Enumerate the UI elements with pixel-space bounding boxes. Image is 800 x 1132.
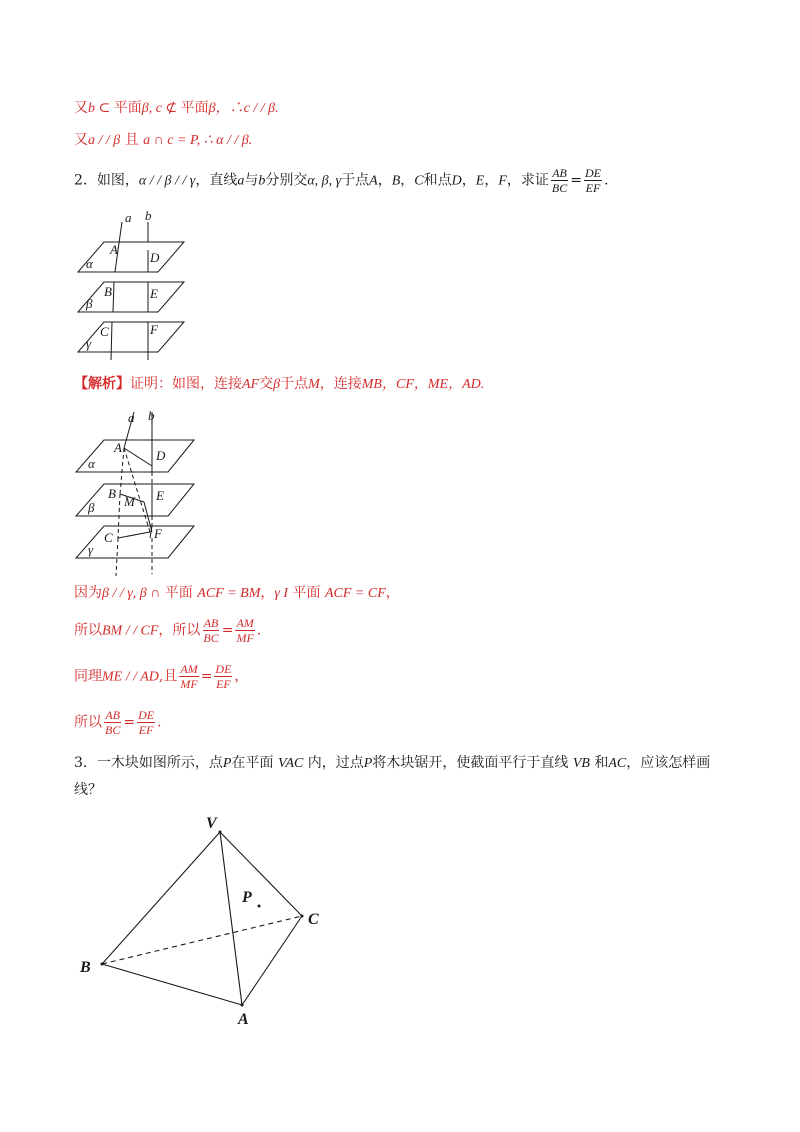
fig2-label-E: E xyxy=(156,488,164,503)
fig2-label-C: C xyxy=(104,530,113,545)
fig2-label-B: B xyxy=(108,486,116,501)
fig2-label-a: a xyxy=(128,410,135,425)
fraction-am-mf: $\frac{AM}{MF}$ xyxy=(180,662,198,691)
fig3-label-A: A xyxy=(238,1011,249,1028)
fig3-label-C: C xyxy=(308,911,319,928)
fraction-de-ef: $\frac{DE}{EF}$ xyxy=(138,708,155,737)
fig2-label-D: D xyxy=(156,448,166,463)
fig1-label-alpha: α xyxy=(86,256,93,271)
solution-intro: 【解析】证明：如图，连接AF交β于点M，连接MB，CF，ME，AD. xyxy=(74,376,485,392)
conclusion-line-2: 又a / / β 且 a ∩ c = P, ∴ α / / β. xyxy=(74,132,253,148)
fig1-label-D: D xyxy=(150,250,160,265)
solution-tag: 【解析】 xyxy=(74,376,130,392)
question-2: 2．如图，α / / β / / γ，直线a与b分别交α, β, γ于点A，B，C和点D，E，F，求证 $\frac{AB}{BC}$ = $\frac{DE}{EF}$ . xyxy=(74,166,609,195)
fig2-label-F: F xyxy=(154,526,162,541)
fig1-label-E: E xyxy=(150,286,158,301)
fraction-ab-bc: $\frac{AB}{BC}$ xyxy=(551,166,568,195)
fig2-label-b: b xyxy=(148,408,155,423)
fig2-label-beta: β xyxy=(88,500,95,515)
fig1-label-A: A xyxy=(110,242,118,257)
fig1-label-C: C xyxy=(100,324,109,339)
question-3: 3．一木块如图所示，点P在平面 VAC 内，过点P将木块锯开，使截面平行于直线 VB 和AC，应该怎样画线？ xyxy=(74,755,711,798)
fig1-label-B: B xyxy=(104,284,112,299)
fig2-label-A: A xyxy=(114,440,122,455)
fraction-am-mf: $\frac{AM}{MF}$ xyxy=(236,616,254,645)
fraction-de-ef: $\frac{DE}{EF}$ xyxy=(584,166,601,195)
fig1-label-beta: β xyxy=(86,296,93,311)
fig3-label-P: P xyxy=(242,889,252,906)
conclusion-line-1: 又b ⊂ 平面β, c ⊄ 平面β，∴c / / β. xyxy=(74,100,279,116)
figure-parallel-planes xyxy=(72,210,212,360)
figure-tetrahedron xyxy=(72,812,352,1032)
fig2-label-gamma: γ xyxy=(88,542,94,557)
solution-step-4: 所以 $\frac{AB}{BC}$ = $\frac{DE}{EF}$ . xyxy=(74,708,162,737)
fig1-label-F: F xyxy=(150,322,158,337)
fig2-label-alpha: α xyxy=(88,456,95,471)
fig2-label-M: M xyxy=(124,494,135,509)
fig3-label-V: V xyxy=(206,815,217,832)
fraction-ab-bc: $\frac{AB}{BC}$ xyxy=(203,616,219,645)
fig1-label-gamma: γ xyxy=(86,336,92,351)
fig3-label-B: B xyxy=(80,959,91,976)
fig1-label-a: a xyxy=(125,210,132,225)
solution-step-2: 所以BM / / CF，所以 $\frac{AB}{BC}$ = $\frac{AM}{MF}$ . xyxy=(74,616,262,645)
fig1-label-b: b xyxy=(145,210,152,223)
solution-step-3: 同理ME / / AD,且 $\frac{AM}{MF}$ = $\frac{DE}{EF}$ ， xyxy=(74,662,249,691)
fraction-ab-bc: $\frac{AB}{BC}$ xyxy=(105,708,121,737)
figure-proof-construction xyxy=(72,408,212,578)
solution-step-1: 因为β / / γ, β ∩ 平面 ACF = BM，γ I 平面 ACF = CF， xyxy=(74,585,400,601)
fraction-de-ef: $\frac{DE}{EF}$ xyxy=(215,662,232,691)
